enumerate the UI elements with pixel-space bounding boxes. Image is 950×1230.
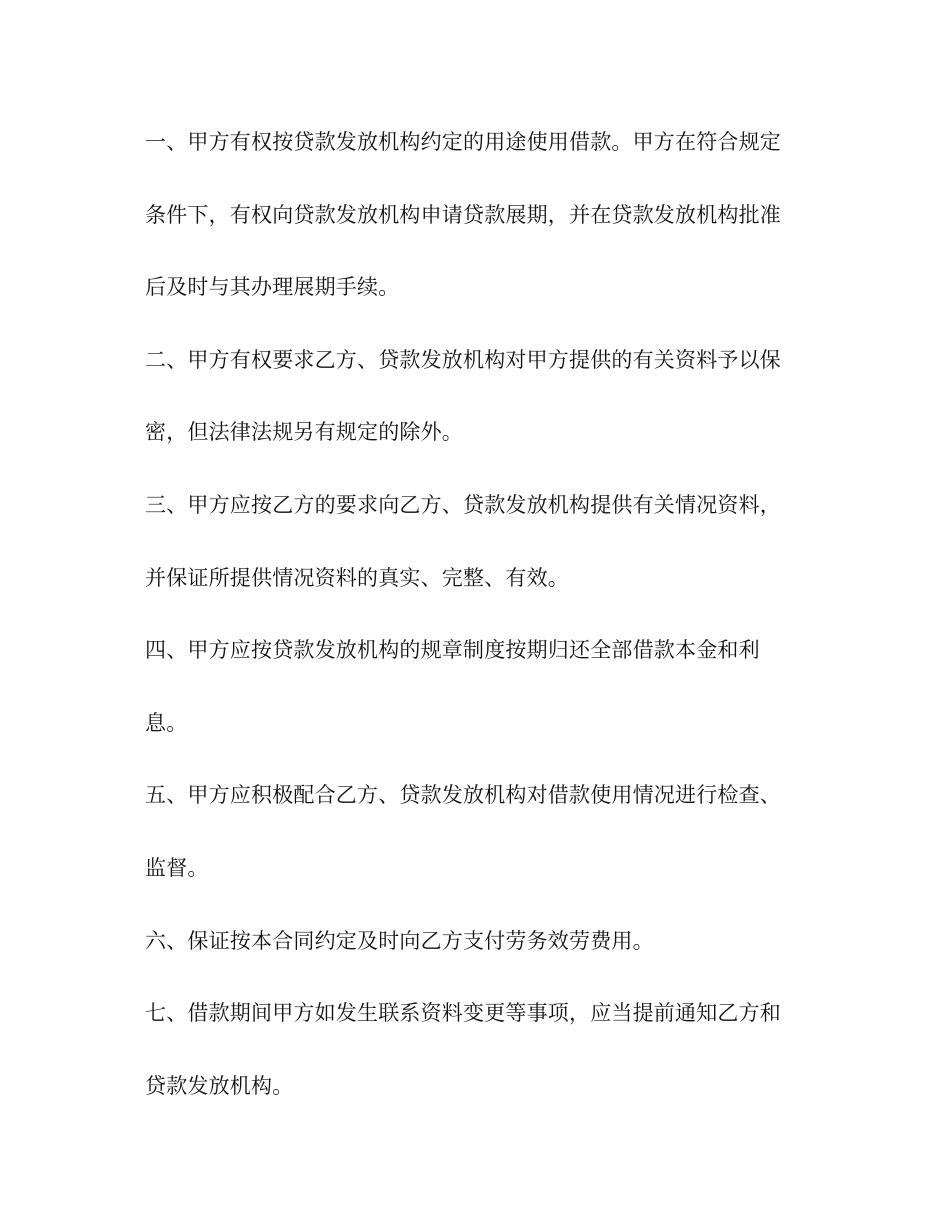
clause-1-line-1: 一、甲方有权按贷款发放机构约定的用途使用借款。甲方在符合规定: [145, 130, 781, 154]
clause-2-line-1: 二、甲方有权要求乙方、贷款发放机构对甲方提供的有关资料予以保: [145, 347, 781, 372]
clause-list: [145, 109, 805, 1125]
clause-2-line-2: 密，但法律法规另有规定的除外。: [145, 420, 463, 445]
clause-7-line-2: 贷款发放机构。: [145, 1073, 294, 1098]
clause-1-line-2: 条件下，有权向贷款发放机构申请贷款展期，并在贷款发放机构批准: [145, 202, 781, 227]
clause-3-line-1: 三、甲方应按乙方的要求向乙方、贷款发放机构提供有关情况资料，: [145, 492, 781, 517]
clause-1-line-3: 后及时与其办理展期手续。: [145, 275, 400, 300]
clause-4-line-2: 息。: [145, 710, 188, 735]
clause-4: [145, 617, 805, 762]
clause-6-line-1: 六、保证按本合同约定及时向乙方支付劳务效劳费用。: [145, 928, 654, 953]
clause-2: [145, 327, 805, 472]
clause-3: [145, 472, 805, 617]
clause-5-line-2: 监督。: [145, 855, 209, 880]
clause-1: [145, 109, 805, 327]
clause-7: [145, 980, 805, 1125]
clause-3-line-2: 并保证所提供情况资料的真实、完整、有效。: [145, 565, 569, 590]
clause-6: [145, 908, 805, 981]
clause-4-line-1: 四、甲方应按贷款发放机构的规章制度按期归还全部借款本金和利: [145, 638, 760, 663]
clause-5-line-1: 五、甲方应积极配合乙方、贷款发放机构对借款使用情况进行检查、: [145, 783, 781, 808]
clause-5: [145, 762, 805, 907]
clause-7-line-1: 七、借款期间甲方如发生联系资料变更等事项，应当提前通知乙方和: [145, 1001, 781, 1026]
